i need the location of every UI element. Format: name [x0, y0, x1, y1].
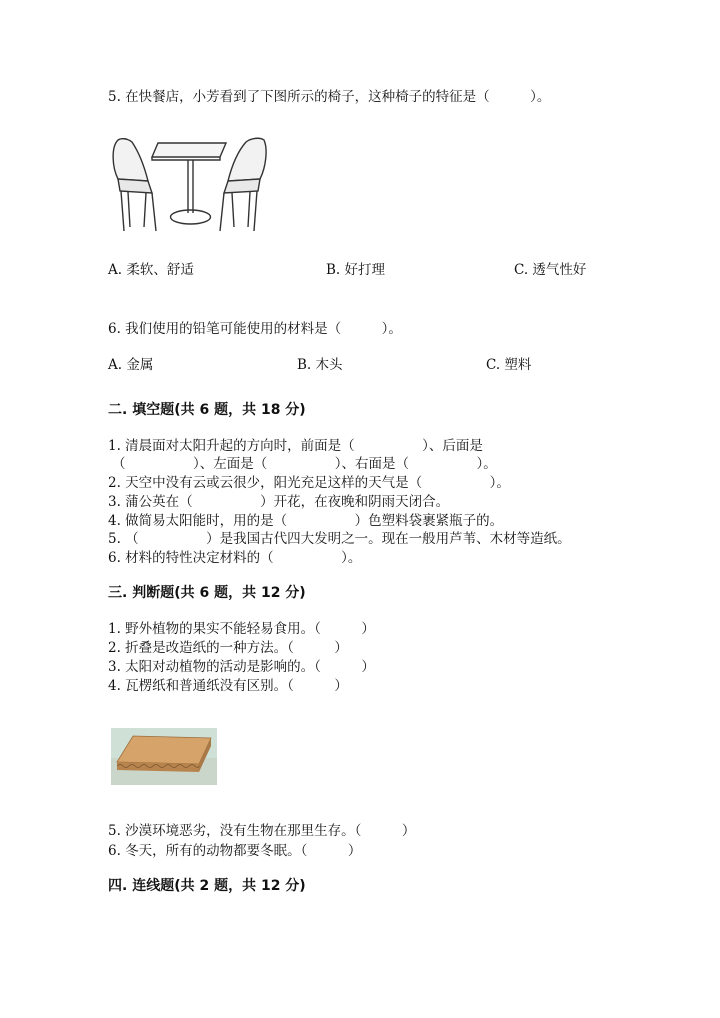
judge-line: 5. 沙漠环境恶劣，没有生物在那里生存。（ ） — [108, 823, 416, 839]
judge-line: 1. 野外植物的果实不能轻易食用。（ ） — [108, 621, 375, 637]
q6-option-c: C. 塑料 — [486, 357, 532, 373]
q5-stem: 5. 在快餐店，小芳看到了下图所示的椅子，这种椅子的特征是（ ）。 — [108, 89, 551, 105]
section-heading-matching: 四. 连线题(共 2 题，共 12 分) — [108, 878, 306, 894]
section-heading-fill-blank: 二. 填空题(共 6 题，共 18 分) — [108, 402, 306, 418]
fill-line: （ ）、左面是（ ）、右面是（ ）。 — [112, 456, 497, 472]
section-heading-true-false: 三. 判断题(共 6 题，共 12 分) — [108, 585, 306, 601]
fill-line: 3. 蒲公英在（ ）开花，在夜晚和阴雨天闭合。 — [108, 494, 450, 510]
q5-option-b: B. 好打理 — [326, 262, 386, 278]
fill-line: 6. 材料的特性决定材料的（ ）。 — [108, 550, 362, 566]
judge-line: 4. 瓦楞纸和普通纸没有区别。（ ） — [108, 678, 348, 694]
q6-stem: 6. 我们使用的铅笔可能使用的材料是（ ）。 — [108, 321, 402, 337]
chairs-table-image — [108, 135, 270, 235]
fill-line: 4. 做简易太阳能时，用的是（ ）色塑料袋裹紧瓶子的。 — [108, 513, 504, 529]
fill-line: 1. 清晨面对太阳升起的方向时，前面是（ ）、后面是 — [108, 438, 483, 454]
judge-line: 2. 折叠是改造纸的一种方法。（ ） — [108, 640, 348, 656]
judge-line: 6. 冬天，所有的动物都要冬眠。（ ） — [108, 843, 362, 859]
fill-line: 5. （ ）是我国古代四大发明之一。现在一般用芦苇、木材等造纸。 — [108, 531, 571, 547]
corrugated-paper-image — [111, 728, 217, 785]
q6-option-b: B. 木头 — [297, 357, 343, 373]
q5-option-a: A. 柔软、舒适 — [108, 262, 194, 278]
q5-option-c: C. 透气性好 — [514, 262, 587, 278]
judge-line: 3. 太阳对动植物的活动是影响的。（ ） — [108, 659, 375, 675]
q6-option-a: A. 金属 — [108, 357, 154, 373]
fill-line: 2. 天空中没有云或云很少，阳光充足这样的天气是（ ）。 — [108, 475, 510, 491]
